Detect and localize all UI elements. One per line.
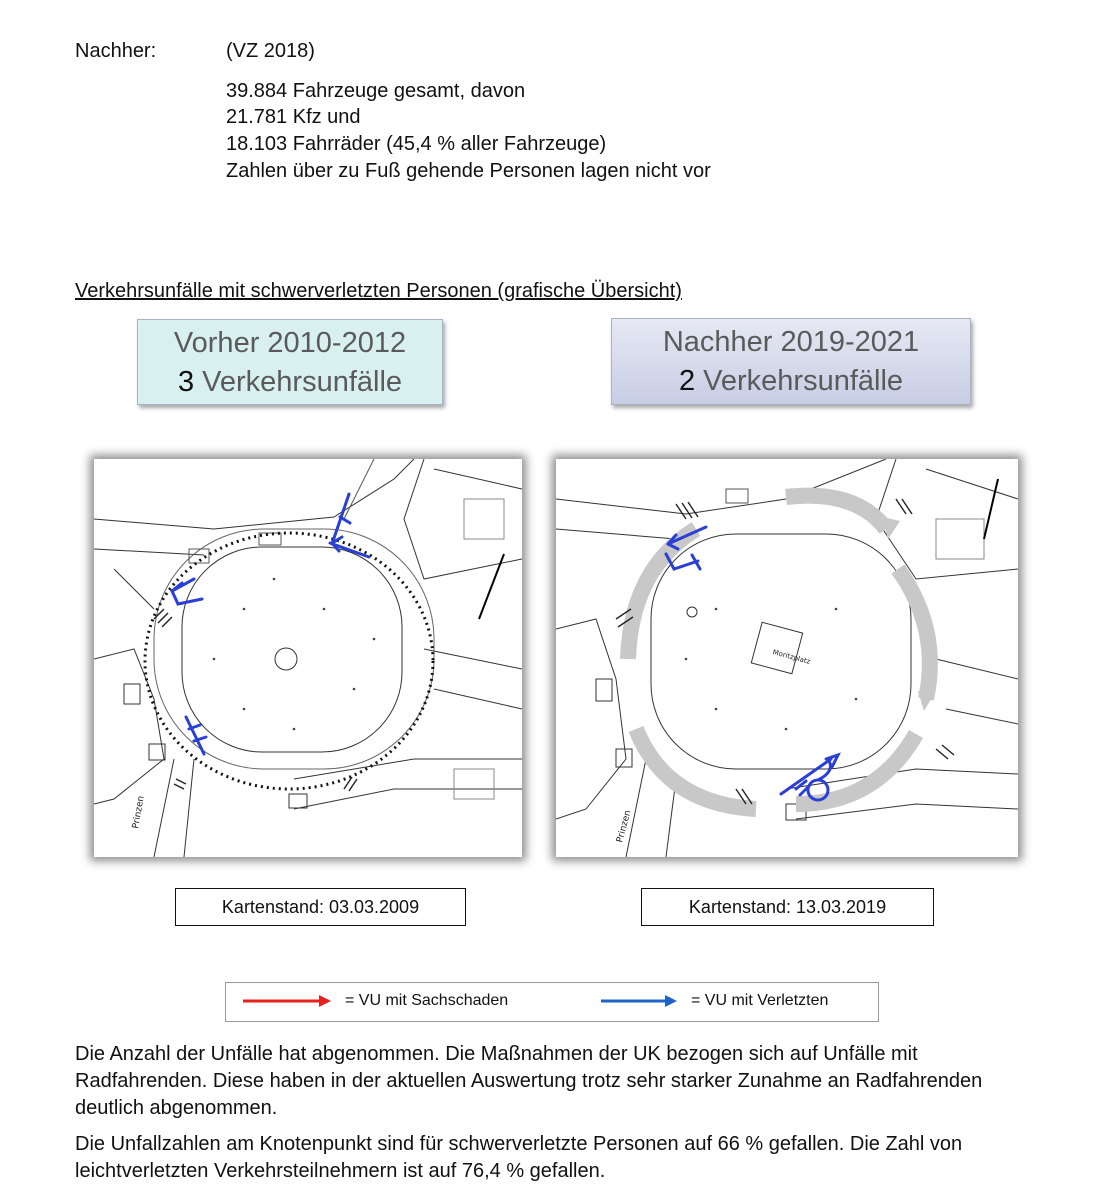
- map-after-drawing: [556, 459, 1018, 857]
- legend-label-injuries: = VU mit Verletzten: [691, 992, 829, 1009]
- before-count-label: Verkehrsunfälle: [202, 366, 403, 398]
- stat-kfz: 21.781 Kfz und: [226, 106, 361, 128]
- legend: [225, 982, 879, 1022]
- map-before-street-label: Prinzen: [131, 795, 147, 830]
- before-period: Vorher 2010-2012: [173, 327, 407, 359]
- paragraph-accident-decrease: Die Anzahl der Unfälle hat abgenommen. Die Maßnahmen der UK bezogen sich auf Unfälle mit Radfahrenden. Diese haben in der aktuellen Auswertung trotz sehr starker Zunahme an Radfahrenden deutlich abgenommen.: [75, 1043, 983, 1119]
- nachher-label: Nachher:: [75, 40, 157, 62]
- before-count: 3: [177, 366, 195, 398]
- map-after-date: Kartenstand: 13.03.2019: [641, 888, 934, 926]
- stat-pedestrians-note: Zahlen über zu Fuß gehende Personen lagen nicht vor: [226, 160, 711, 182]
- after-count-line: [612, 362, 970, 401]
- map-after-street-label: Prinzen: [615, 809, 634, 844]
- legend-label-property-damage: = VU mit Sachschaden: [345, 992, 509, 1009]
- stat-bicycles: 18.103 Fahrräder (45,4 % aller Fahrzeuge): [226, 133, 607, 155]
- map-before: [94, 459, 522, 857]
- after-count-label: Verkehrsunfälle: [703, 365, 904, 397]
- after-count: 2: [678, 365, 696, 397]
- map-before-drawing: [94, 459, 522, 857]
- map-after-center-label: Moritzplatz: [771, 648, 812, 666]
- legend-item-injuries: [599, 992, 828, 1010]
- blue-arrow-icon: [599, 994, 679, 1008]
- before-banner: [137, 319, 443, 405]
- legend-item-property-damage: [241, 992, 508, 1010]
- map-before-date: Kartenstand: 03.03.2009: [175, 888, 466, 926]
- after-banner: [611, 318, 971, 405]
- paragraph-injury-rates: Die Unfallzahlen am Knotenpunkt sind für schwerverletzte Personen auf 66 % gefallen. Die Zahl von leichtverletzten Verkehrsteilnehmern ist auf 76,4 % gefallen.: [75, 1133, 963, 1182]
- after-period: Nachher 2019-2021: [662, 326, 920, 358]
- vz-label: (VZ 2018): [226, 40, 315, 62]
- section-heading: Verkehrsunfälle mit schwerverletzten Personen (grafische Übersicht): [75, 280, 682, 302]
- map-after: [556, 459, 1018, 857]
- stat-total-vehicles: 39.884 Fahrzeuge gesamt, davon: [226, 80, 526, 102]
- red-arrow-icon: [241, 994, 333, 1008]
- before-count-line: [138, 363, 442, 402]
